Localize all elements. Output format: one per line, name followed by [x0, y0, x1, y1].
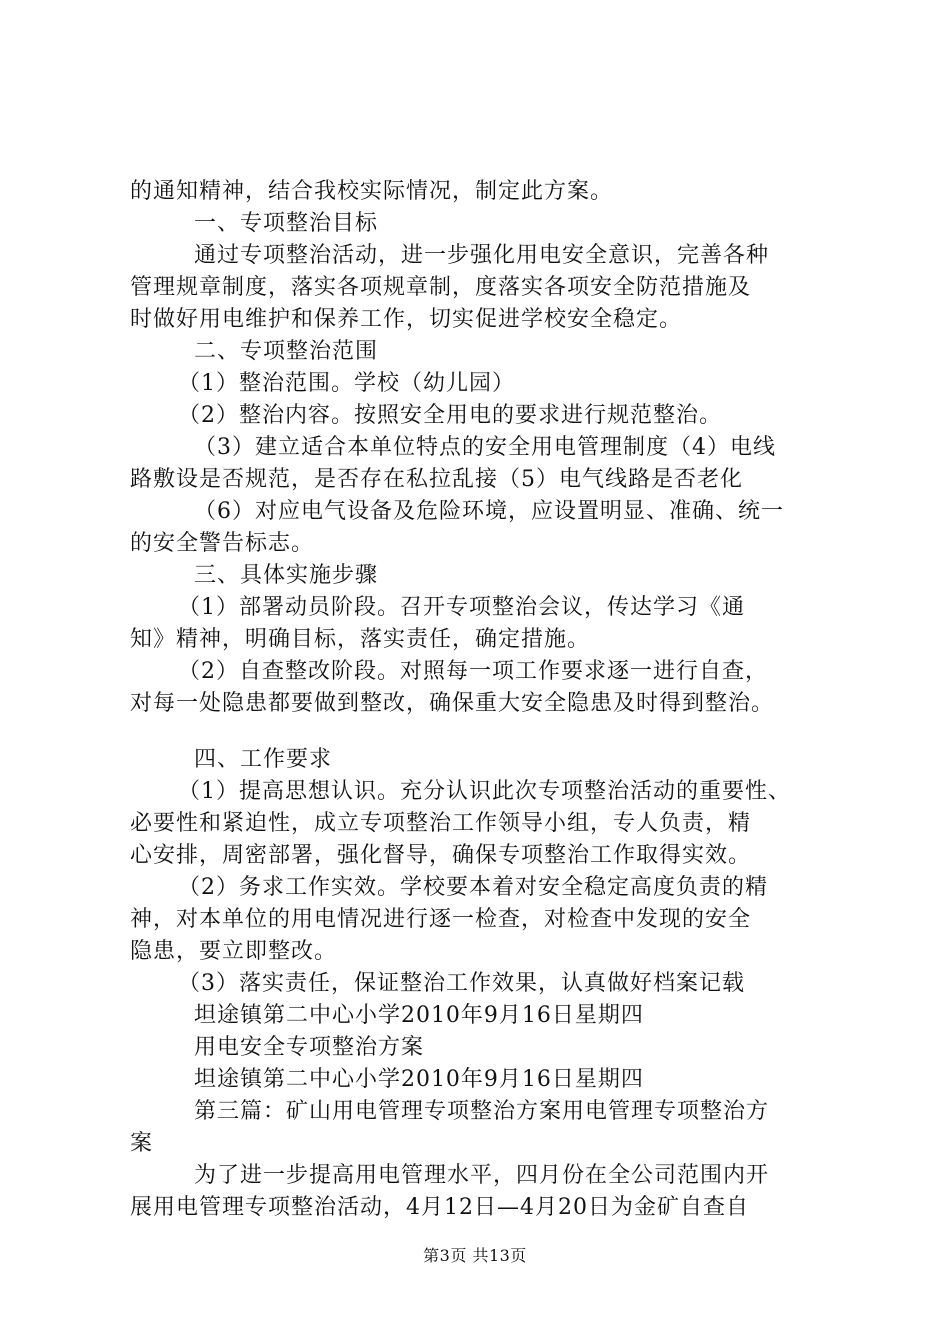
page-footer: 第3页 共13页 — [423, 1246, 527, 1265]
text-line: 展用电管理专项整治活动，4月12日—4月20日为金矿自查自 — [130, 1195, 749, 1220]
text-line: 四、工作要求 — [130, 747, 332, 772]
text-line: （1）提高思想认识。充分认识此次专项整治活动的重要性、 — [130, 779, 791, 804]
text-line: 神，对本单位的用电情况进行逐一检查，对检查中发现的安全 — [130, 907, 752, 932]
text-line: 用电安全专项整治方案 — [130, 1035, 424, 1060]
text-line: （2）整治内容。按照安全用电的要求进行规范整治。 — [130, 403, 722, 428]
text-line: 为了进一步提高用电管理水平，四月份在全公司范围内开 — [130, 1163, 769, 1188]
text-line: （2）自查整改阶段。对照每一项工作要求逐一进行自查， — [130, 659, 768, 684]
text-line: （1）整治范围。学校（幼儿园） — [130, 371, 515, 396]
text-line: 案 — [130, 1131, 154, 1156]
text-line: 隐患，要立即整改。 — [130, 939, 338, 964]
text-line: （6）对应电气设备及危险环境，应设置明显、准确、统一 — [130, 499, 784, 524]
text-line: 知》精神，明确目标，落实责任，确定措施。 — [130, 627, 591, 652]
text-line: 管理规章制度，落实各项规章制，度落实各项安全防范措施及 — [130, 275, 752, 300]
document-body — [130, 176, 830, 1224]
text-line: 对每一处隐患都要做到整改，确保重大安全隐患及时得到整治。 — [130, 691, 775, 716]
text-line: 第三篇：矿山用电管理专项整治方案用电管理专项整治方 — [130, 1099, 769, 1124]
text-line: 通过专项整治活动，进一步强化用电安全意识，完善各种 — [130, 243, 769, 268]
text-line: （3）建立适合本单位特点的安全用电管理制度（4）电线 — [130, 435, 776, 460]
text-line: 三、具体实施步骤 — [130, 563, 378, 588]
text-line: （3）落实责任，保证整治工作效果，认真做好档案记载 — [130, 971, 745, 996]
text-line: 时做好用电维护和保养工作，切实促进学校安全稳定。 — [130, 307, 683, 332]
text-line: 二、专项整治范围 — [130, 339, 378, 364]
text-line: 路敷设是否规范，是否存在私拉乱接（5）电气线路是否老化 — [130, 467, 743, 492]
text-line: 心安排，周密部署，强化督导，确保专项整治工作取得实效。 — [130, 843, 752, 868]
text-line: 的通知精神，结合我校实际情况，制定此方案。 — [130, 179, 614, 204]
text-line: （1）部署动员阶段。召开专项整治会议，传达学习《通 — [130, 595, 745, 620]
text-line: （2）务求工作实效。学校要本着对安全稳定高度负责的精 — [130, 875, 768, 900]
text-line: 坦途镇第二中心小学2010年9月16日星期四 — [130, 1067, 644, 1092]
text-line: 必要性和紧迫性，成立专项整治工作领导小组，专人负责，精 — [130, 811, 752, 836]
text-line — [130, 720, 830, 744]
text-line: 的安全警告标志。 — [130, 531, 315, 556]
text-line: 坦途镇第二中心小学2010年9月16日星期四 — [130, 1003, 644, 1028]
text-line: 一、专项整治目标 — [130, 211, 378, 236]
